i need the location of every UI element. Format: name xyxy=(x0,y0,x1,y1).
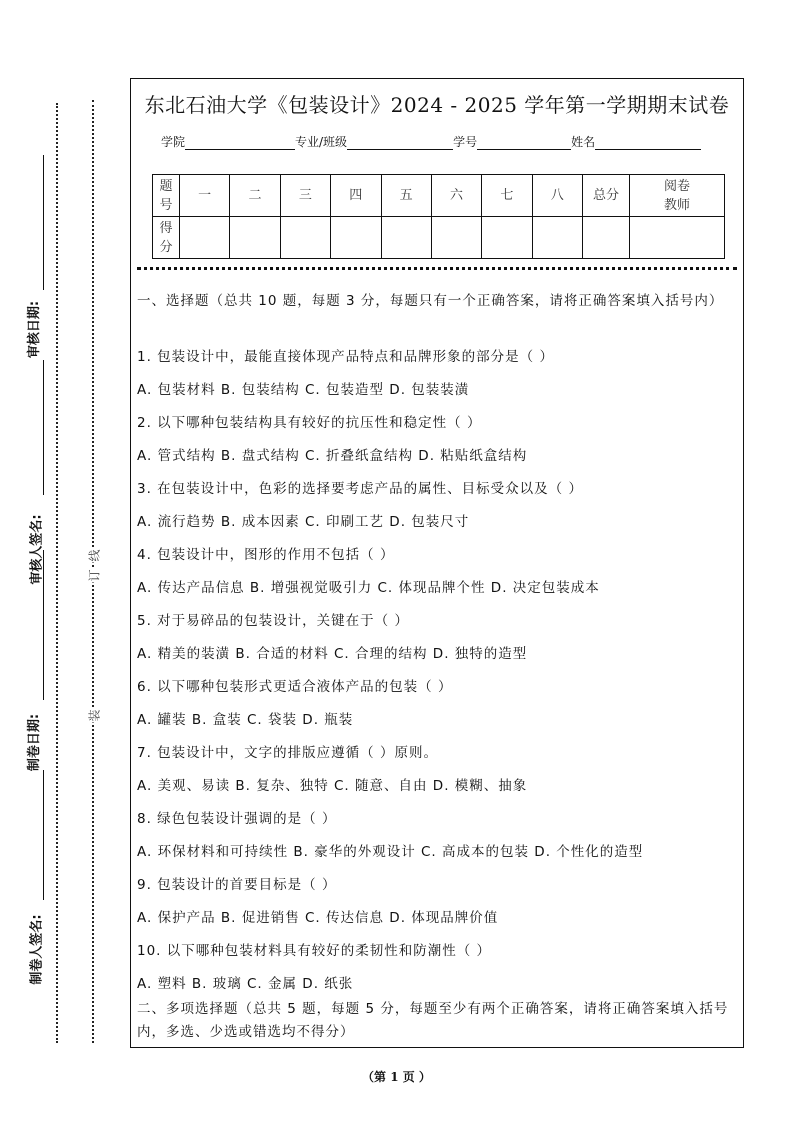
question-options: A. 精美的装潢 B. 合适的材料 C. 合理的结构 D. 独特的造型 xyxy=(137,646,528,662)
page-number: （第 1 页 ） xyxy=(362,1070,431,1084)
exam-title: 东北石油大学《包装设计》2024 - 2025 学年第一学期期末试卷 xyxy=(144,93,730,117)
signature-line xyxy=(43,155,44,290)
score-cell[interactable] xyxy=(482,217,532,259)
binding-mark-bind: 装 xyxy=(87,709,102,722)
field-label-major-class: 专业/班级 xyxy=(295,135,348,149)
binding-mark-line: 线 xyxy=(87,549,102,562)
reviewer-signature-label: 审核人签名: xyxy=(29,514,45,585)
field-label-student-id: 学号 xyxy=(453,135,478,149)
section2-heading: 二、多项选择题（总共 5 题，每题 5 分，每题至少有两个正确答案，请将正确答案填入括号内，多选、少选或错选均不得分） xyxy=(137,1001,729,1040)
score-table xyxy=(152,174,725,259)
score-cell[interactable] xyxy=(431,217,481,259)
score-cell[interactable] xyxy=(230,217,280,259)
question-options: A. 罐装 B. 盒装 C. 袋装 D. 瓶装 xyxy=(137,712,354,728)
question-text: 7. 包装设计中，文字的排版应遵循（ ）原则。 xyxy=(137,745,438,761)
question-options: A. 传达产品信息 B. 增强视觉吸引力 C. 体现品牌个性 D. 决定包装成本 xyxy=(137,580,600,596)
question-text: 1. 包装设计中，最能直接体现产品特点和品牌形象的部分是（ ） xyxy=(137,349,554,365)
question-text: 6. 以下哪种包装形式更适合液体产品的包装（ ） xyxy=(137,679,453,695)
question-options: A. 流行趋势 B. 成本因素 C. 印刷工艺 D. 包装尺寸 xyxy=(137,514,470,530)
question-options: A. 环保材料和可持续性 B. 豪华的外观设计 C. 高成本的包装 D. 个性化的造型 xyxy=(137,844,644,860)
question-text: 8. 绿色包装设计强调的是（ ） xyxy=(137,811,337,827)
question-options: A. 包装材料 B. 包装结构 C. 包装造型 D. 包装装潢 xyxy=(137,382,470,398)
column-header: 一 xyxy=(180,175,230,217)
score-cell[interactable] xyxy=(331,217,381,259)
score-cell[interactable] xyxy=(583,217,630,259)
score-table-score-row xyxy=(153,217,725,259)
student-id-blank[interactable] xyxy=(477,135,571,150)
section1-heading: 一、选择题（总共 10 题，每题 3 分，每题只有一个正确答案，请将正确答案填入括号内） xyxy=(137,293,724,309)
score-cell[interactable] xyxy=(280,217,330,259)
exam-frame xyxy=(130,78,744,1048)
signature-line xyxy=(43,360,44,495)
question-text: 4. 包装设计中，图形的作用不包括（ ） xyxy=(137,547,395,563)
column-header: 二 xyxy=(230,175,280,217)
field-label-college: 学院 xyxy=(161,135,186,149)
score-cell[interactable] xyxy=(381,217,431,259)
column-header: 三 xyxy=(280,175,330,217)
signature-line xyxy=(43,550,44,700)
column-header: 八 xyxy=(532,175,582,217)
question-options: A. 美观、易读 B. 复杂、独特 C. 随意、自由 D. 模糊、抽象 xyxy=(137,778,528,794)
binding-mark-staple: 订 xyxy=(87,569,102,582)
question-number-label: 题 号 xyxy=(153,175,180,217)
paper-date-label: 制卷日期: xyxy=(27,713,43,772)
score-cell[interactable] xyxy=(532,217,582,259)
question-text: 2. 以下哪种包装结构具有较好的抗压性和稳定性（ ） xyxy=(137,415,482,431)
question-options: A. 管式结构 B. 盘式结构 C. 折叠纸盒结构 D. 粘贴纸盒结构 xyxy=(137,448,528,464)
major-class-blank[interactable] xyxy=(347,135,453,150)
separator-dotted-line xyxy=(137,267,737,270)
column-header-grader: 阅卷 教师 xyxy=(630,175,725,217)
score-cell[interactable] xyxy=(180,217,230,259)
column-header-total: 总分 xyxy=(583,175,630,217)
score-table-header-row xyxy=(153,175,725,217)
paper-maker-signature-label: 制卷人签名: xyxy=(29,914,45,985)
signature-line xyxy=(43,770,44,900)
college-blank[interactable] xyxy=(185,135,295,150)
question-options: A. 保护产品 B. 促进销售 C. 传达信息 D. 体现品牌价值 xyxy=(137,910,499,926)
column-header: 四 xyxy=(331,175,381,217)
question-text: 9. 包装设计的首要目标是（ ） xyxy=(137,877,337,893)
name-blank[interactable] xyxy=(595,135,701,150)
review-date-label: 审核日期: xyxy=(27,300,43,359)
column-header: 七 xyxy=(482,175,532,217)
question-options: A. 塑料 B. 玻璃 C. 金属 D. 纸张 xyxy=(137,976,354,992)
score-cell[interactable] xyxy=(630,217,725,259)
binding-dotted-line xyxy=(56,103,58,1043)
field-label-name: 姓名 xyxy=(571,135,596,149)
student-info-line xyxy=(161,133,701,150)
question-text: 3. 在包装设计中，色彩的选择要考虑产品的属性、目标受众以及（ ） xyxy=(137,481,583,497)
column-header: 五 xyxy=(381,175,431,217)
column-header: 六 xyxy=(431,175,481,217)
score-label: 得 分 xyxy=(153,217,180,259)
binding-dotted-line xyxy=(87,100,102,1043)
question-text: 10. 以下哪种包装材料具有较好的柔韧性和防潮性（ ） xyxy=(137,943,492,959)
question-text: 5. 对于易碎品的包装设计，关键在于（ ） xyxy=(137,613,409,629)
